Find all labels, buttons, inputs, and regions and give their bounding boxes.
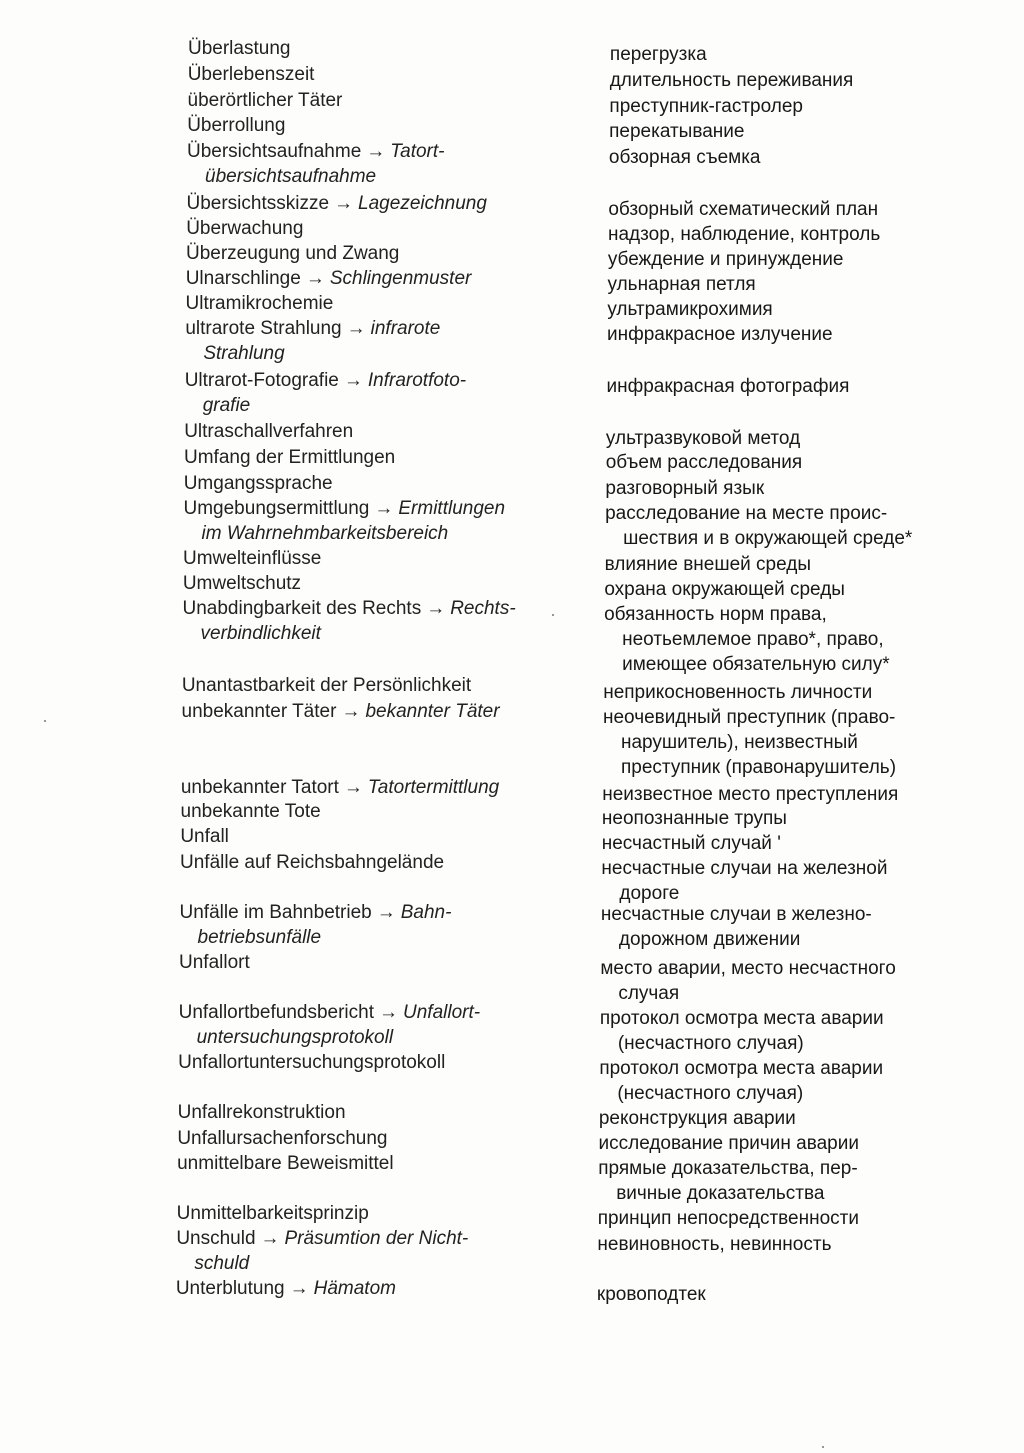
entry-line <box>180 824 229 849</box>
entry-line <box>186 266 472 291</box>
term-text: Überwachung <box>186 218 304 239</box>
translation-line: вичные доказательства <box>616 1183 825 1205</box>
term-text: Überlastung <box>188 38 291 59</box>
entry-line <box>187 113 285 138</box>
german-entry <box>187 191 487 216</box>
german-entry <box>188 36 290 61</box>
term-text: Unantastbarkeit der Persönlichkeit <box>181 675 472 696</box>
entry-line <box>183 546 321 571</box>
entry-line <box>184 445 395 470</box>
russian-entry <box>600 956 895 1006</box>
russian-entry <box>607 374 850 399</box>
translation-line: имеющее обязательную силу* <box>622 654 890 676</box>
german-entry <box>179 1000 480 1050</box>
term-text: Umweltschutz <box>182 573 302 594</box>
translation-line: обзорная съемка <box>608 147 761 168</box>
term-text: Überrollung <box>187 115 286 136</box>
entry-line <box>180 850 444 875</box>
term-text: Umwelteinflüsse <box>183 548 322 569</box>
german-entry <box>177 1126 387 1151</box>
russian-entry <box>603 680 872 705</box>
see-also-arrow-icon: → <box>376 902 396 923</box>
translation-line: принцип непосредственности <box>597 1208 859 1229</box>
see-also-arrow-icon: → <box>366 141 386 162</box>
cross-reference-text: bekannter Täter <box>365 701 500 722</box>
russian-entry <box>598 1156 857 1206</box>
term-text: unbekannte Tote <box>180 801 321 822</box>
translation-line: перегрузка <box>609 44 707 65</box>
russian-entry <box>599 1106 796 1131</box>
entry-line <box>185 393 466 418</box>
term-text: unbekannter Täter <box>181 701 337 722</box>
entry-line <box>176 1251 468 1276</box>
german-entry <box>188 88 343 113</box>
translation-line: обязанность норм права, <box>604 604 827 625</box>
scan-speck <box>552 614 554 616</box>
german-entry <box>177 1151 393 1176</box>
russian-entry <box>608 247 844 272</box>
russian-entry <box>601 856 887 906</box>
german-entry <box>184 496 506 546</box>
term-text: Unfälle auf Reichsbahngelände <box>180 852 445 873</box>
russian-entry <box>606 450 802 475</box>
entry-line <box>179 1000 480 1025</box>
entry-line <box>183 571 301 596</box>
translation-line: инфракрасное излучение <box>607 324 833 345</box>
see-also-arrow-icon: → <box>426 598 446 619</box>
term-text: unbekannter Tatort <box>180 777 339 798</box>
translation-line: обзорный схематический план <box>608 199 879 220</box>
cross-reference-continuation: schuld <box>194 1253 250 1275</box>
term-text: Umgebungsermittlung <box>183 498 370 519</box>
see-also-arrow-icon: → <box>379 1002 398 1023</box>
russian-entry <box>610 42 707 67</box>
german-entry <box>178 1050 445 1075</box>
translation-line: нарушитель), неизвестный <box>621 732 858 754</box>
russian-entry <box>602 831 781 856</box>
russian-entry <box>608 272 756 297</box>
translation-line: реконструкция аварии <box>598 1108 796 1129</box>
term-text: Umgangssprache <box>183 473 333 494</box>
term-text: überörtlicher Täter <box>187 90 343 111</box>
entry-line <box>177 1151 393 1176</box>
cross-reference-text: Bahn- <box>400 902 452 923</box>
term-text: Unfälle im Bahnbetrieb <box>179 902 372 923</box>
term-text: Ulnarschlinge <box>185 268 301 289</box>
entry-line <box>182 673 471 698</box>
term-text: Übersichtsskizze <box>186 193 330 214</box>
cross-reference-text: Hämatom <box>313 1278 396 1299</box>
russian-entry <box>608 222 880 247</box>
russian-entry <box>602 806 787 831</box>
entry-line <box>183 621 516 646</box>
german-entry <box>183 596 516 646</box>
translation-line: исследование причин аварии <box>598 1133 859 1154</box>
german-entry <box>181 775 499 800</box>
translation-line: убеждение и принуждение <box>607 249 844 270</box>
entry-line <box>180 900 452 925</box>
german-entry <box>186 216 303 241</box>
entry-line <box>188 88 343 113</box>
cross-reference-continuation: übersichtsaufnahme <box>205 166 377 188</box>
term-text: Ultrarot-Fotografie <box>184 370 339 391</box>
entry-line <box>178 1050 445 1075</box>
russian-entry <box>597 1232 831 1257</box>
translation-line: невиновность, невинность <box>597 1234 832 1255</box>
translation-line: неочевидный преступник (право- <box>603 707 896 728</box>
german-entry <box>185 316 440 366</box>
scan-speck <box>822 1446 824 1448</box>
german-entry <box>188 62 315 87</box>
entry-line <box>187 164 444 189</box>
entry-line <box>179 1025 480 1050</box>
see-also-arrow-icon: → <box>343 777 363 798</box>
translation-line: шествия и в окружающей среде* <box>623 528 913 550</box>
russian-entry <box>604 602 890 678</box>
translation-line: прямые доказательства, пер- <box>598 1158 858 1179</box>
term-text: Unfallrekonstruktion <box>177 1102 346 1123</box>
translation-line: протокол осмотра места аварии <box>599 1058 884 1079</box>
russian-entry <box>598 1206 859 1231</box>
translation-line: преступник (правонарушитель) <box>621 757 897 779</box>
term-text: Unabdingbarkeit des Rechts <box>182 598 422 619</box>
german-entry <box>185 368 466 418</box>
entry-line <box>184 471 333 496</box>
entry-line <box>186 216 303 241</box>
russian-entry <box>605 501 912 551</box>
translation-line: расследование на месте проис- <box>605 503 888 524</box>
russian-entry <box>610 68 854 93</box>
entry-line <box>187 139 444 164</box>
german-entry <box>184 471 333 496</box>
entry-line <box>184 521 506 546</box>
cross-reference-text: Rechts- <box>450 598 516 619</box>
russian-entry <box>606 426 800 451</box>
translation-line: неотьемлемое право*, право, <box>622 629 884 651</box>
entry-line <box>188 62 315 87</box>
russian-entry <box>605 552 811 577</box>
entry-line <box>180 925 452 950</box>
translation-line: протокол осмотра места аварии <box>599 1008 884 1029</box>
entry-line <box>184 496 506 521</box>
entry-line <box>184 419 353 444</box>
see-also-arrow-icon: → <box>374 498 394 519</box>
russian-entry <box>609 119 744 144</box>
term-text: Unfallort <box>179 952 250 973</box>
translation-line: неприкосновенность личности <box>603 682 873 703</box>
translation-line: инфракрасная фотография <box>606 376 850 397</box>
entry-line <box>179 950 250 975</box>
cross-reference-text: Unfallort- <box>403 1002 481 1023</box>
translation-line: несчастный случай ' <box>601 833 781 854</box>
see-also-arrow-icon: → <box>334 193 354 214</box>
entry-line <box>177 1201 369 1226</box>
entry-line <box>176 1226 468 1251</box>
term-text: Unfallortbefundsbericht <box>178 1002 374 1023</box>
translation-line: ультразвуковой метод <box>605 428 801 449</box>
german-entry <box>187 113 285 138</box>
term-text: ultrarote Strahlung <box>185 318 342 339</box>
entry-line <box>176 1276 396 1301</box>
cross-reference-continuation: im Wahrnehmbarkeitsbereich <box>201 523 449 545</box>
translation-line: дороге <box>619 883 680 905</box>
german-entry <box>181 799 321 824</box>
see-also-arrow-icon: → <box>346 318 366 339</box>
cross-reference-text: Tatort- <box>390 141 445 162</box>
translation-line: случая <box>618 983 680 1005</box>
translation-line: охрана окружающей среды <box>604 579 845 600</box>
translation-line: перекатывание <box>609 121 745 142</box>
entry-line <box>185 341 440 366</box>
entry-line <box>181 775 499 800</box>
translation-line: место аварии, место несчастного <box>600 958 896 979</box>
cross-reference-continuation: betriebsunfälle <box>197 927 322 949</box>
german-entry <box>187 139 444 189</box>
russian-entry <box>608 197 878 222</box>
translation-line: длительность переживания <box>609 70 854 91</box>
translation-line: несчастные случаи в железно- <box>600 904 872 925</box>
russian-entry <box>605 476 764 501</box>
scan-speck <box>44 720 46 722</box>
german-entry <box>180 900 452 950</box>
german-entry <box>186 266 472 291</box>
russian-entry <box>607 297 772 322</box>
cross-reference-text: Präsumtion der Nicht- <box>284 1228 469 1249</box>
entry-line <box>178 1100 346 1125</box>
term-text: Unmittelbarkeitsprinzip <box>176 1203 369 1224</box>
translation-line: дорожном движении <box>618 929 801 951</box>
translation-line: кровоподтек <box>596 1284 706 1305</box>
see-also-arrow-icon: → <box>341 701 361 722</box>
cross-reference-text: Tatortermittlung <box>367 777 500 798</box>
see-also-arrow-icon: → <box>260 1228 280 1249</box>
german-entry <box>183 571 301 596</box>
entry-line <box>188 36 290 61</box>
russian-entry <box>609 94 803 119</box>
russian-entry <box>602 782 898 807</box>
translation-line: влияние внешей среды <box>604 554 812 575</box>
entry-line <box>181 799 321 824</box>
german-entry <box>183 546 321 571</box>
german-entry <box>180 824 229 849</box>
german-entry <box>178 1100 346 1125</box>
russian-entry <box>604 577 845 602</box>
translation-line: несчастные случаи на железной <box>601 858 888 879</box>
entry-line <box>185 316 440 341</box>
translation-line: надзор, наблюдение, контроль <box>608 224 881 245</box>
german-entry <box>177 1201 369 1226</box>
cross-reference-continuation: Strahlung <box>203 343 285 365</box>
see-also-arrow-icon: → <box>343 370 363 391</box>
translation-line: объем расследования <box>605 452 803 473</box>
entry-line <box>177 1126 387 1151</box>
term-text: Übersichtsaufnahme <box>187 141 362 162</box>
term-text: Ultramikrochemie <box>185 293 334 314</box>
entry-line <box>187 191 487 216</box>
see-also-arrow-icon: → <box>289 1278 309 1299</box>
translation-line: неизвестное место преступления <box>602 784 899 805</box>
russian-entry <box>607 322 833 347</box>
cross-reference-text: Ermittlungen <box>398 498 506 519</box>
term-text: Unschuld <box>176 1228 256 1249</box>
russian-entry <box>609 145 761 170</box>
translation-line: преступник-гастролер <box>609 96 803 117</box>
translation-line: (несчастного случая) <box>617 1033 804 1055</box>
cross-reference-text: Lagezeichnung <box>358 193 487 214</box>
term-text: Unterblutung <box>175 1278 285 1299</box>
german-entry <box>184 419 353 444</box>
term-text: Ultraschallverfahren <box>184 421 354 442</box>
entry-line <box>182 699 500 724</box>
cross-reference-text: infrarote <box>370 318 441 339</box>
german-entry <box>186 241 399 266</box>
russian-entry <box>600 1006 884 1056</box>
entry-line <box>183 596 516 621</box>
translation-line: (несчастного случая) <box>617 1083 804 1105</box>
russian-entry <box>603 705 896 781</box>
translation-line: ультрамикрохимия <box>607 299 773 320</box>
term-text: Unfallortuntersuchungsprotokoll <box>178 1052 446 1073</box>
term-text: Umfang der Ermittlungen <box>184 447 396 468</box>
german-entry <box>179 950 250 975</box>
translation-line: ульнарная петля <box>607 274 756 295</box>
entry-line <box>185 368 466 393</box>
german-entry <box>176 1276 396 1301</box>
translation-line: разговорный язык <box>605 478 765 499</box>
german-entry <box>184 445 395 470</box>
cross-reference-text: Infrarotfoto- <box>367 370 467 391</box>
term-text: Unfallursachenforschung <box>177 1128 388 1149</box>
cross-reference-continuation: untersuchungsprotokoll <box>196 1027 394 1049</box>
russian-entry <box>599 1056 883 1106</box>
cross-reference-continuation: grafie <box>202 395 251 417</box>
german-entry <box>182 673 471 698</box>
german-entry <box>180 850 444 875</box>
russian-entry <box>599 1131 859 1156</box>
term-text: unmittelbare Beweismittel <box>177 1153 394 1174</box>
term-text: Überzeugung und Zwang <box>186 243 400 264</box>
entry-line <box>186 291 334 316</box>
german-entry <box>176 1226 468 1276</box>
term-text: Unfall <box>180 826 229 847</box>
russian-entry <box>601 902 872 952</box>
cross-reference-continuation: verbindlichkeit <box>200 623 321 645</box>
russian-entry <box>597 1282 706 1307</box>
entry-line <box>186 241 399 266</box>
translation-line: неопознанные трупы <box>601 808 787 829</box>
see-also-arrow-icon: → <box>305 268 325 289</box>
german-entry <box>182 699 500 724</box>
german-entry <box>186 291 334 316</box>
cross-reference-text: Schlingenmuster <box>329 268 472 289</box>
term-text: Überlebenszeit <box>187 64 315 85</box>
